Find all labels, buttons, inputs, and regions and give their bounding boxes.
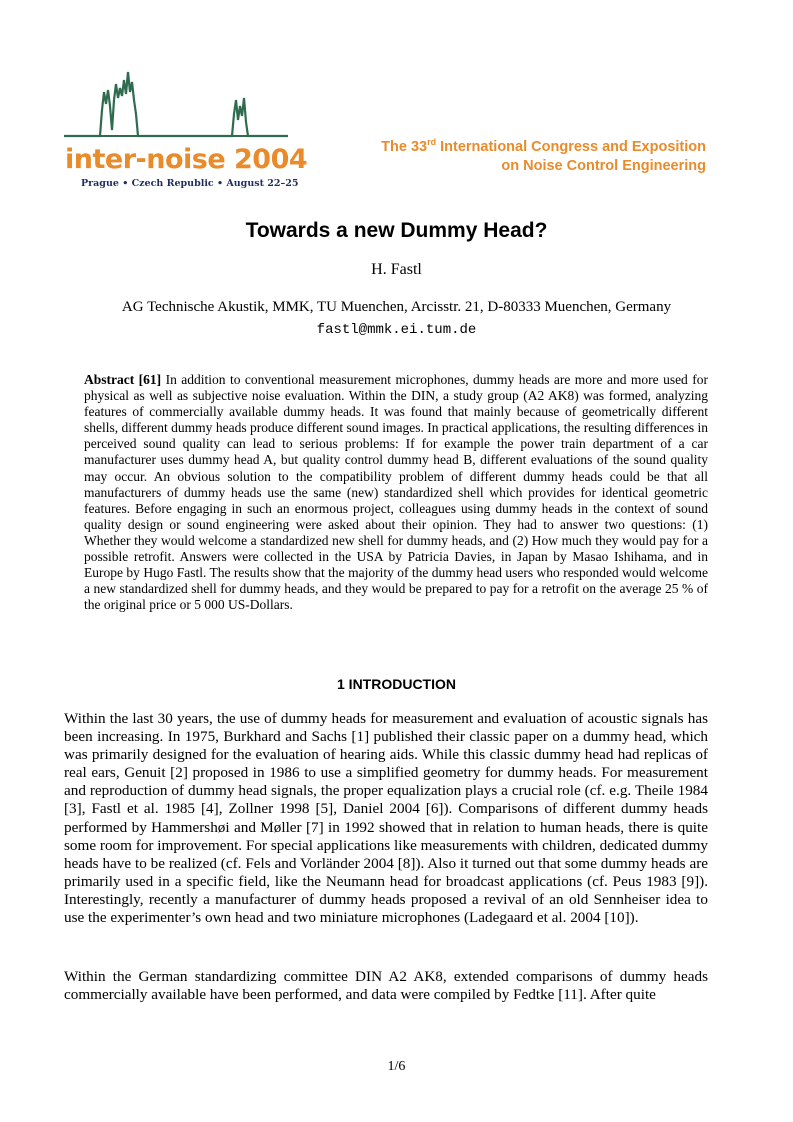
introduction-paragraph-1: Within the last 30 years, the use of dummy heads for measurement and evaluation of acoustic signals has been increasing. In 1975, Burkhard and Sachs [1] published their classic paper on a dummy head, which was primarily designed for the evaluation of hearing aids. While this classic dummy head had replicas of real ears, Genuit [2] proposed in 1986 to use a simplified geometry for dummy heads. For measurement and reproduction of dummy head signals, the proper equalization plays a crucial role (cf. e.g. Theile 1984 [3], Fastl et al. 1985 [4], Zollner 1998 [5], Daniel 2004 [6]). Comparisons of different dummy heads performed by Hammershøi and Møller [7] in 1992 showed that in relation to human heads, there is quite some room for improvement. For special applications like measurements with children, dedicated dummy heads have to be realized (cf. Fels and Vorländer 2004 [8]). Also it turned out that some dummy heads are primarily used in a specific field, like the Neumann head for broadcast applications (cf. Peus 1983 [9]). Interestingly, recently a manufacturer of dummy heads proposed a revival of an old Sennheiser idea to use the experimenter’s own head and two miniature microphones (Ladegaard et al. 2004 [10]).	[64, 710, 708, 927]
conference-logo	[62, 70, 308, 195]
congress-line-1: The 33rd International Congress and Exposition	[381, 137, 706, 155]
abstract-label: Abstract [61]	[84, 372, 162, 387]
congress-header	[381, 138, 706, 176]
abstract-text: In addition to conventional measurement microphones, dummy heads are more and more used for physical as well as subjective noise evaluation. Within the DIN, a study group (A2 AK8) was formed, analyzing features of commercially available dummy heads. It was found that mainly because of geometrically different shells, different dummy heads produce different sound images. In practical applications, the resulting differences in perceived sound quality can lead to serious problems: If for example the power train department of a car manufacturer uses dummy head A, but quality control dummy head B, different evaluations of the sound quality may occur. An obvious solution to the compatibility problem of different dummy heads could be that all manufacturers of dummy heads use the same (new) standardized shell which provides for identical geometric features. Before engaging in such an enormous project, colleagues using dummy heads in the context of sound quality design or sound engineering were asked about their opinion. They had to answer two questions: (1) Whether they would welcome a standardized new shell for dummy heads, and (2) How much they would pay for a possible retrofit. Answers were collected in the USA by Patricia Davies, in Japan by Masao Ishihama, and in Europe by Hugo Fastl. The results show that the majority of the dummy head users who responded would welcome a new standardized shell for dummy heads, and they would be prepared to pay for a retrofit on the average 25 % of the original price or 5 000 US-Dollars.	[84, 372, 708, 613]
abstract	[84, 372, 708, 613]
author-email[interactable]: fastl@mmk.ei.tum.de	[316, 322, 477, 338]
congress-line-2: on Noise Control Engineering	[501, 158, 706, 174]
paper-title: Towards a new Dummy Head?	[245, 219, 548, 242]
logo-subtitle: Prague • Czech Republic • August 22–25	[81, 178, 299, 189]
author-name: H. Fastl	[371, 261, 422, 278]
introduction-paragraph-2: Within the German standardizing committee DIN A2 AK8, extended comparisons of dummy heads commercially available have been performed, and data were compiled by Fedtke [11]. After quite	[64, 968, 708, 1004]
skyline-icon	[62, 70, 294, 150]
section-heading-introduction: 1 INTRODUCTION	[337, 676, 456, 692]
page-number: 1/6	[387, 1059, 406, 1074]
affiliation: AG Technische Akustik, MMK, TU Muenchen, Arcisstr. 21, D-80333 Muenchen, Germany	[121, 299, 672, 315]
logo-title: inter-noise 2004	[65, 144, 308, 175]
